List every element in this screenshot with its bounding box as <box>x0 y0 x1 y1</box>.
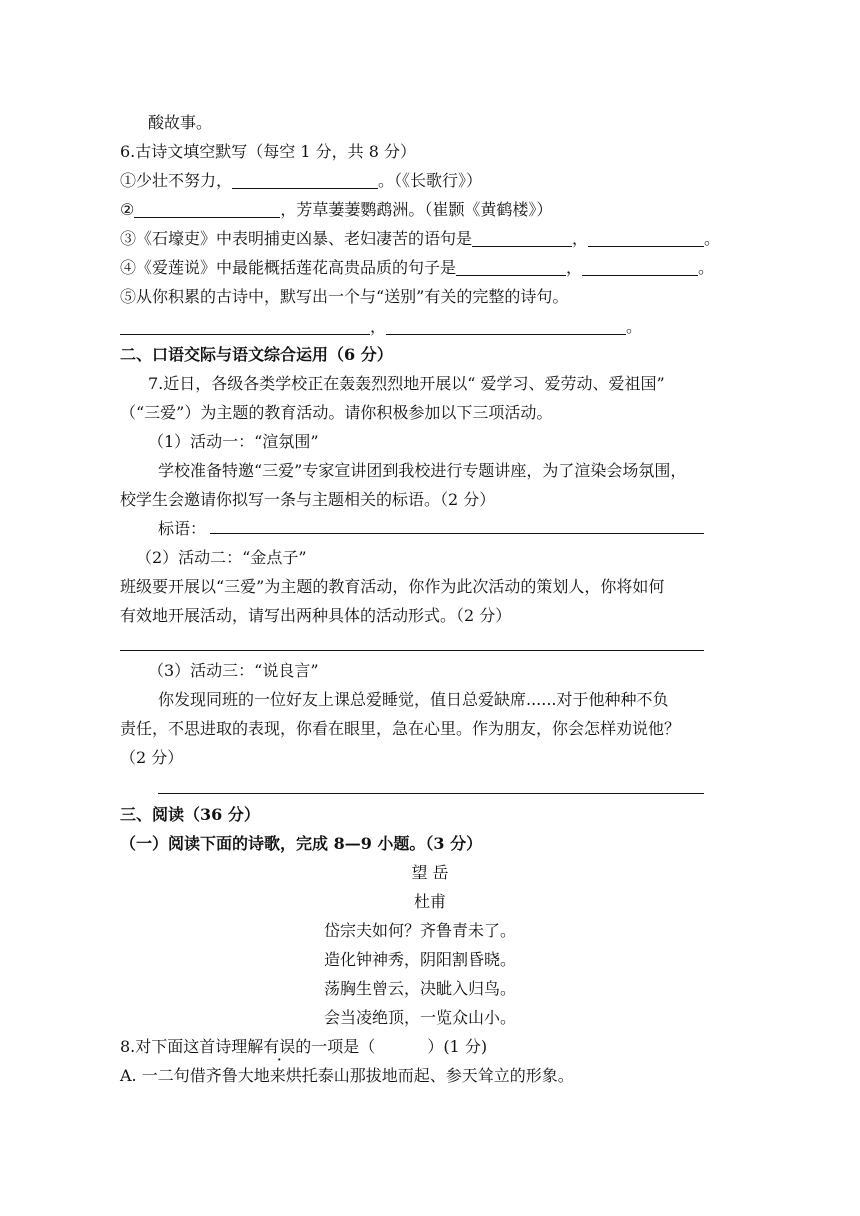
activity-1-text-line-1: 学校准备特邀“三爱”专家宣讲团到我校进行专题讲座，为了渲染会场氛围， <box>158 461 687 480</box>
fill-blank[interactable] <box>386 318 626 335</box>
q6-item-4-prefix: ④《爱莲说》中最能概括莲花高贵品质的句子是 <box>120 258 457 277</box>
activity-3-answer-line[interactable] <box>158 793 704 794</box>
q6-item-2-prefix: ② <box>120 200 135 219</box>
poem-author: 杜甫 <box>413 892 446 911</box>
activity-3-text-line-1: 你发现同班的一位好友上课总爱睡觉，值日总爱缺席......对于他种种不负 <box>158 690 669 709</box>
q7-text-line-1: 7.近日，各级各类学校正在轰轰烈烈地开展以“ 爱学习、爱劳动、爱祖国” <box>148 374 665 393</box>
poem-line: 荡胸生曾云，决眦入归鸟。 <box>324 979 517 998</box>
slogan-label: 标语： <box>158 519 207 538</box>
fill-blank[interactable] <box>120 318 370 335</box>
poem-line: 岱宗夫如何？齐鲁青未了。 <box>324 921 517 940</box>
q8-stem-part: 8.对下面这首诗理解 <box>120 1037 264 1056</box>
continuation-text: 酸故事。 <box>148 113 213 132</box>
activity-2-answer-line[interactable] <box>120 650 704 651</box>
q7-text-line-2: （“三爱”）为主题的教育活动。请你积极参加以下三项活动。 <box>120 403 553 422</box>
q6-item-5-end: 。 <box>626 317 643 336</box>
activity-3-text-line-3: （2 分） <box>120 748 184 767</box>
q6-item-2 <box>120 199 552 221</box>
poem-line: 造化钟神秀，阴阳割昏晓。 <box>324 950 517 969</box>
fill-blank[interactable] <box>582 259 698 276</box>
poem-title: 望 岳 <box>411 863 449 882</box>
q6-item-2-suffix: ，芳草萋萋鹦鹉洲。（崔颢《黄鹤楼》） <box>280 200 553 219</box>
activity-3-title: （3）活动三：“说良言” <box>148 661 319 680</box>
q8-stem-part: 的一项是（ <box>295 1037 376 1056</box>
q6-title: 6.古诗文填空默写（每空 1 分，共 8 分） <box>120 142 416 161</box>
slogan-answer-line[interactable] <box>210 533 704 534</box>
q6-item-4 <box>120 257 714 279</box>
q8-option-a[interactable]: A. 一二句借齐鲁大地来烘托泰山那拔地而起、参天耸立的形象。 <box>120 1066 574 1085</box>
activity-3-text-line-2: 责任，不思进取的表现，你看在眼里，急在心里。作为朋友，你会怎样劝说他？ <box>120 719 681 738</box>
q6-item-4-sep: ， <box>566 258 583 277</box>
fill-blank[interactable] <box>588 230 704 247</box>
q8-stem-part: ）(1 分) <box>427 1037 488 1056</box>
fill-blank[interactable] <box>134 201 280 218</box>
q6-item-1-suffix: 。（《长歌行》） <box>378 171 483 190</box>
q8-stem <box>120 1036 487 1058</box>
q6-item-1 <box>120 170 482 192</box>
fill-blank[interactable] <box>456 259 566 276</box>
activity-2-title: （2）活动二：“金点子” <box>136 548 307 567</box>
q6-item-3-sep: ， <box>572 229 589 248</box>
q6-item-5: ⑤从你积累的古诗中，默写出一个与“送别”有关的完整的诗句。 <box>120 287 569 306</box>
fill-blank[interactable] <box>232 172 378 189</box>
q6-item-1-prefix: ①少壮不努力， <box>120 171 233 190</box>
poem-line: 会当凌绝顶，一览众山小。 <box>324 1008 517 1027</box>
activity-1-title: （1）活动一：“渲氛围” <box>148 432 319 451</box>
q6-item-3-prefix: ③《石壕吏》中表明捕吏凶暴、老妇凄苦的语句是 <box>120 229 473 248</box>
activity-2-text-line-2: 有效地开展活动，请写出两种具体的活动形式。（2 分） <box>120 606 512 625</box>
q8-emphasis-text: 有误 <box>263 1037 296 1056</box>
q6-item-3-end: 。 <box>704 229 721 248</box>
q6-item-4-end: 。 <box>698 258 715 277</box>
q6-item-5-sep: ， <box>370 317 387 336</box>
section-2-heading: 二、口语交际与语文综合运用（6 分） <box>120 345 393 364</box>
activity-2-text-line-1: 班级要开展以“三爱”为主题的教育活动，你作为此次活动的策划人，你将如何 <box>120 577 665 596</box>
fill-blank[interactable] <box>472 230 572 247</box>
reading-part-1-heading: （一）阅读下面的诗歌，完成 8—9 小题。（3 分） <box>120 834 483 853</box>
q6-item-3 <box>120 228 720 250</box>
section-3-heading: 三、阅读（36 分） <box>120 805 260 824</box>
q6-item-5-answer <box>120 316 642 338</box>
activity-1-text-line-2: 校学生会邀请你拟写一条与主题相关的标语。（2 分） <box>120 490 496 509</box>
